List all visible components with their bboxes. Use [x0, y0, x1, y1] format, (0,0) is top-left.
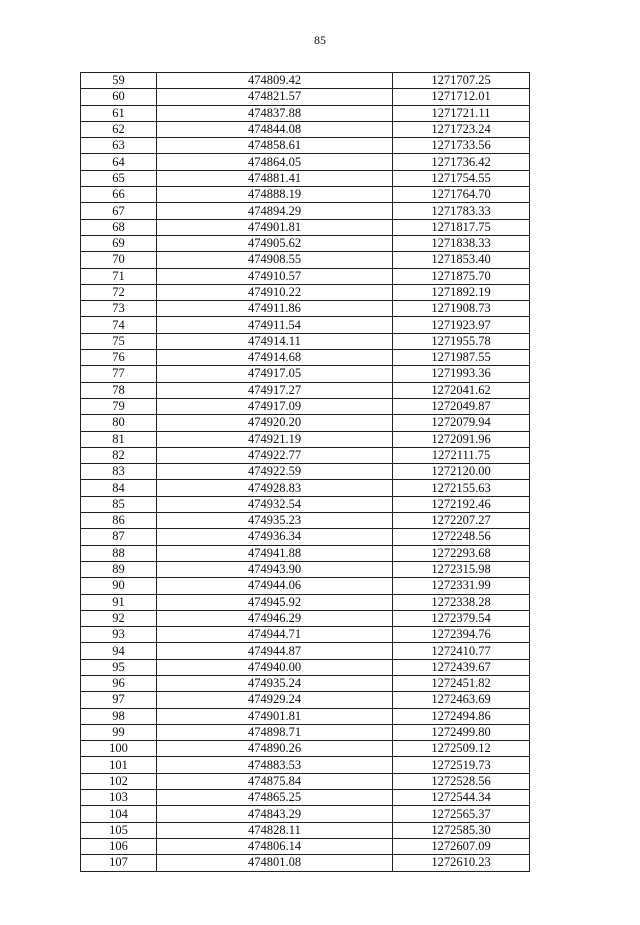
- point-number-cell: 94: [81, 643, 157, 659]
- x-coordinate-cell: 474858.61: [157, 138, 393, 154]
- point-number-cell: 89: [81, 561, 157, 577]
- table-row: [81, 773, 530, 789]
- point-number-cell: 93: [81, 627, 157, 643]
- point-number-cell: 79: [81, 398, 157, 414]
- point-number-cell: 70: [81, 252, 157, 268]
- point-number-cell: 95: [81, 659, 157, 675]
- point-number-cell: 102: [81, 773, 157, 789]
- table-row: [81, 415, 530, 431]
- point-number-cell: 77: [81, 366, 157, 382]
- y-coordinate-cell: 1272155.63: [393, 480, 530, 496]
- y-coordinate-cell: 1272207.27: [393, 513, 530, 529]
- point-number-cell: 99: [81, 724, 157, 740]
- table-row: [81, 170, 530, 186]
- y-coordinate-cell: 1272049.87: [393, 398, 530, 414]
- y-coordinate-cell: 1271875.70: [393, 268, 530, 284]
- table-row: [81, 203, 530, 219]
- point-number-cell: 60: [81, 89, 157, 105]
- y-coordinate-cell: 1271721.11: [393, 105, 530, 121]
- y-coordinate-cell: 1272338.28: [393, 594, 530, 610]
- y-coordinate-cell: 1272192.46: [393, 496, 530, 512]
- table-row: [81, 382, 530, 398]
- x-coordinate-cell: 474898.71: [157, 724, 393, 740]
- y-coordinate-cell: 1272451.82: [393, 675, 530, 691]
- x-coordinate-cell: 474901.81: [157, 708, 393, 724]
- y-coordinate-cell: 1272607.09: [393, 838, 530, 854]
- point-number-cell: 73: [81, 301, 157, 317]
- y-coordinate-cell: 1272079.94: [393, 415, 530, 431]
- x-coordinate-cell: 474883.53: [157, 757, 393, 773]
- table-row: [81, 350, 530, 366]
- x-coordinate-cell: 474910.57: [157, 268, 393, 284]
- x-coordinate-cell: 474894.29: [157, 203, 393, 219]
- y-coordinate-cell: 1272499.80: [393, 724, 530, 740]
- point-number-cell: 104: [81, 806, 157, 822]
- table-row: [81, 692, 530, 708]
- table-row: [81, 121, 530, 137]
- point-number-cell: 86: [81, 513, 157, 529]
- x-coordinate-cell: 474921.19: [157, 431, 393, 447]
- point-number-cell: 69: [81, 235, 157, 251]
- table-row: [81, 529, 530, 545]
- point-number-cell: 88: [81, 545, 157, 561]
- table-row: [81, 154, 530, 170]
- x-coordinate-cell: 474865.25: [157, 790, 393, 806]
- x-coordinate-cell: 474922.77: [157, 447, 393, 463]
- point-number-cell: 64: [81, 154, 157, 170]
- x-coordinate-cell: 474928.83: [157, 480, 393, 496]
- point-number-cell: 106: [81, 838, 157, 854]
- y-coordinate-cell: 1271723.24: [393, 121, 530, 137]
- table-row: [81, 105, 530, 121]
- table-row: [81, 659, 530, 675]
- table-row: [81, 496, 530, 512]
- x-coordinate-cell: 474864.05: [157, 154, 393, 170]
- x-coordinate-cell: 474911.86: [157, 301, 393, 317]
- x-coordinate-cell: 474940.00: [157, 659, 393, 675]
- table-row: [81, 610, 530, 626]
- y-coordinate-cell: 1272585.30: [393, 822, 530, 838]
- x-coordinate-cell: 474888.19: [157, 187, 393, 203]
- table-row: [81, 187, 530, 203]
- table-row: [81, 235, 530, 251]
- point-number-cell: 97: [81, 692, 157, 708]
- table-row: [81, 724, 530, 740]
- point-number-cell: 84: [81, 480, 157, 496]
- point-number-cell: 85: [81, 496, 157, 512]
- x-coordinate-cell: 474944.87: [157, 643, 393, 659]
- page-number: 85: [314, 33, 326, 47]
- table-row: [81, 219, 530, 235]
- x-coordinate-cell: 474944.71: [157, 627, 393, 643]
- y-coordinate-cell: 1272544.34: [393, 790, 530, 806]
- point-number-cell: 67: [81, 203, 157, 219]
- y-coordinate-cell: 1272463.69: [393, 692, 530, 708]
- y-coordinate-cell: 1272120.00: [393, 464, 530, 480]
- x-coordinate-cell: 474843.29: [157, 806, 393, 822]
- y-coordinate-cell: 1272565.37: [393, 806, 530, 822]
- x-coordinate-cell: 474905.62: [157, 235, 393, 251]
- y-coordinate-cell: 1272528.56: [393, 773, 530, 789]
- point-number-cell: 107: [81, 855, 157, 871]
- point-number-cell: 96: [81, 675, 157, 691]
- table-row: [81, 806, 530, 822]
- table-row: [81, 480, 530, 496]
- table-row: [81, 333, 530, 349]
- y-coordinate-cell: 1272379.54: [393, 610, 530, 626]
- point-number-cell: 65: [81, 170, 157, 186]
- y-coordinate-cell: 1271754.55: [393, 170, 530, 186]
- table-row: [81, 73, 530, 89]
- y-coordinate-cell: 1271764.70: [393, 187, 530, 203]
- point-number-cell: 103: [81, 790, 157, 806]
- x-coordinate-cell: 474932.54: [157, 496, 393, 512]
- y-coordinate-cell: 1271817.75: [393, 219, 530, 235]
- x-coordinate-cell: 474917.09: [157, 398, 393, 414]
- table-row: [81, 790, 530, 806]
- coordinates-table-body: [81, 73, 530, 872]
- table-row: [81, 252, 530, 268]
- y-coordinate-cell: 1272509.12: [393, 741, 530, 757]
- y-coordinate-cell: 1272331.99: [393, 578, 530, 594]
- x-coordinate-cell: 474941.88: [157, 545, 393, 561]
- x-coordinate-cell: 474945.92: [157, 594, 393, 610]
- y-coordinate-cell: 1272394.76: [393, 627, 530, 643]
- point-number-cell: 76: [81, 350, 157, 366]
- table-row: [81, 317, 530, 333]
- y-coordinate-cell: 1272293.68: [393, 545, 530, 561]
- table-row: [81, 398, 530, 414]
- y-coordinate-cell: 1271853.40: [393, 252, 530, 268]
- x-coordinate-cell: 474917.27: [157, 382, 393, 398]
- table-row: [81, 855, 530, 871]
- y-coordinate-cell: 1271838.33: [393, 235, 530, 251]
- y-coordinate-cell: 1272610.23: [393, 855, 530, 871]
- table-row: [81, 447, 530, 463]
- y-coordinate-cell: 1271908.73: [393, 301, 530, 317]
- x-coordinate-cell: 474935.23: [157, 513, 393, 529]
- x-coordinate-cell: 474935.24: [157, 675, 393, 691]
- x-coordinate-cell: 474929.24: [157, 692, 393, 708]
- point-number-cell: 78: [81, 382, 157, 398]
- y-coordinate-cell: 1272091.96: [393, 431, 530, 447]
- table-row: [81, 741, 530, 757]
- table-row: [81, 675, 530, 691]
- x-coordinate-cell: 474944.06: [157, 578, 393, 594]
- table-row: [81, 284, 530, 300]
- table-row: [81, 545, 530, 561]
- x-coordinate-cell: 474844.08: [157, 121, 393, 137]
- point-number-cell: 71: [81, 268, 157, 284]
- point-number-cell: 75: [81, 333, 157, 349]
- x-coordinate-cell: 474837.88: [157, 105, 393, 121]
- y-coordinate-cell: 1272410.77: [393, 643, 530, 659]
- table-row: [81, 513, 530, 529]
- point-number-cell: 91: [81, 594, 157, 610]
- x-coordinate-cell: 474922.59: [157, 464, 393, 480]
- y-coordinate-cell: 1271987.55: [393, 350, 530, 366]
- x-coordinate-cell: 474828.11: [157, 822, 393, 838]
- x-coordinate-cell: 474901.81: [157, 219, 393, 235]
- table-row: [81, 578, 530, 594]
- y-coordinate-cell: 1271892.19: [393, 284, 530, 300]
- table-row: [81, 464, 530, 480]
- point-number-cell: 72: [81, 284, 157, 300]
- point-number-cell: 105: [81, 822, 157, 838]
- table-row: [81, 594, 530, 610]
- point-number-cell: 82: [81, 447, 157, 463]
- x-coordinate-cell: 474821.57: [157, 89, 393, 105]
- x-coordinate-cell: 474920.20: [157, 415, 393, 431]
- point-number-cell: 101: [81, 757, 157, 773]
- point-number-cell: 83: [81, 464, 157, 480]
- y-coordinate-cell: 1271707.25: [393, 73, 530, 89]
- point-number-cell: 100: [81, 741, 157, 757]
- x-coordinate-cell: 474890.26: [157, 741, 393, 757]
- point-number-cell: 98: [81, 708, 157, 724]
- x-coordinate-cell: 474809.42: [157, 73, 393, 89]
- y-coordinate-cell: 1271955.78: [393, 333, 530, 349]
- y-coordinate-cell: 1272248.56: [393, 529, 530, 545]
- point-number-cell: 66: [81, 187, 157, 203]
- x-coordinate-cell: 474936.34: [157, 529, 393, 545]
- coordinates-table: [80, 72, 530, 872]
- x-coordinate-cell: 474910.22: [157, 284, 393, 300]
- x-coordinate-cell: 474943.90: [157, 561, 393, 577]
- point-number-cell: 92: [81, 610, 157, 626]
- y-coordinate-cell: 1271712.01: [393, 89, 530, 105]
- y-coordinate-cell: 1272315.98: [393, 561, 530, 577]
- point-number-cell: 80: [81, 415, 157, 431]
- point-number-cell: 68: [81, 219, 157, 235]
- table-row: [81, 138, 530, 154]
- table-row: [81, 89, 530, 105]
- point-number-cell: 62: [81, 121, 157, 137]
- y-coordinate-cell: 1272494.86: [393, 708, 530, 724]
- x-coordinate-cell: 474914.68: [157, 350, 393, 366]
- y-coordinate-cell: 1272111.75: [393, 447, 530, 463]
- table-row: [81, 643, 530, 659]
- y-coordinate-cell: 1271733.56: [393, 138, 530, 154]
- table-row: [81, 708, 530, 724]
- point-number-cell: 90: [81, 578, 157, 594]
- table-row: [81, 838, 530, 854]
- point-number-cell: 61: [81, 105, 157, 121]
- x-coordinate-cell: 474881.41: [157, 170, 393, 186]
- y-coordinate-cell: 1271993.36: [393, 366, 530, 382]
- table-row: [81, 561, 530, 577]
- y-coordinate-cell: 1272041.62: [393, 382, 530, 398]
- x-coordinate-cell: 474801.08: [157, 855, 393, 871]
- x-coordinate-cell: 474946.29: [157, 610, 393, 626]
- table-row: [81, 822, 530, 838]
- x-coordinate-cell: 474875.84: [157, 773, 393, 789]
- y-coordinate-cell: 1271736.42: [393, 154, 530, 170]
- x-coordinate-cell: 474806.14: [157, 838, 393, 854]
- y-coordinate-cell: 1272439.67: [393, 659, 530, 675]
- table-row: [81, 301, 530, 317]
- y-coordinate-cell: 1272519.73: [393, 757, 530, 773]
- y-coordinate-cell: 1271783.33: [393, 203, 530, 219]
- x-coordinate-cell: 474917.05: [157, 366, 393, 382]
- y-coordinate-cell: 1271923.97: [393, 317, 530, 333]
- x-coordinate-cell: 474908.55: [157, 252, 393, 268]
- table-row: [81, 627, 530, 643]
- point-number-cell: 87: [81, 529, 157, 545]
- point-number-cell: 63: [81, 138, 157, 154]
- table-row: [81, 757, 530, 773]
- x-coordinate-cell: 474911.54: [157, 317, 393, 333]
- table-row: [81, 366, 530, 382]
- table-row: [81, 268, 530, 284]
- table-row: [81, 431, 530, 447]
- point-number-cell: 81: [81, 431, 157, 447]
- point-number-cell: 74: [81, 317, 157, 333]
- point-number-cell: 59: [81, 73, 157, 89]
- x-coordinate-cell: 474914.11: [157, 333, 393, 349]
